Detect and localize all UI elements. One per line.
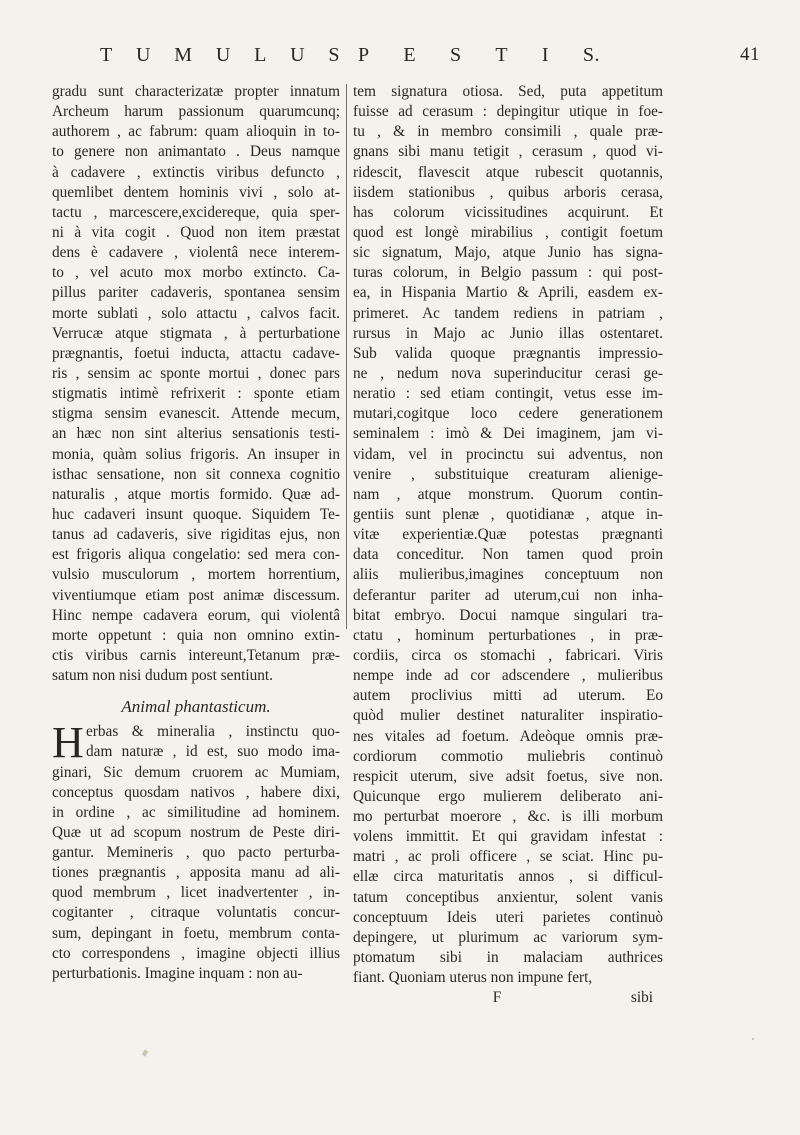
- text-line: tanus ad cadaveris, sive rigiditas ejus, non: [52, 526, 340, 544]
- text-line: tactu , marcescere,excidereque, quia sper-: [52, 203, 340, 221]
- ink-mark: [752, 1038, 754, 1040]
- text-line: matri , ac proli officere , se sciat. Hinc pu-: [353, 848, 663, 866]
- text-line: quòd mulier destinet naturaliter inspiratio-: [353, 707, 663, 725]
- rh-letter: P: [358, 44, 370, 66]
- text-line: erbas & mineralia , instinctu quo-: [86, 723, 340, 741]
- text-line: satum non nisi dudum post sentiunt.: [52, 667, 273, 685]
- catchword: sibi: [630, 989, 653, 1007]
- text-line: Sub valida quoque prægnantis impressio-: [353, 344, 663, 362]
- text-line: sum, depingant in foetu, membrum conta-: [52, 924, 340, 942]
- ink-mark: [142, 1049, 148, 1056]
- text-line: has colorum vicissitudines acquirunt. Et: [353, 203, 663, 221]
- text-line: tiones prægnantis , apposita manu ad ali-: [52, 864, 340, 882]
- text-line: à cadavere , extinctis viribus defuncto ,: [52, 163, 340, 181]
- text-line: ptomatum sibi in malaciam authrices: [353, 949, 663, 967]
- rh-letter: U: [136, 44, 151, 66]
- text-line: quod est longè mirabilius , contigit foetum: [353, 223, 663, 241]
- text-line: to , vel acuto mox morbo extincto. Ca-: [52, 264, 340, 282]
- text-line: iisdem stationibus , quibus arboris cerasa,: [353, 183, 663, 201]
- text-line: naturalis , atque mortis formido. Quæ ad-: [52, 485, 340, 503]
- text-line: ris , sensim ac sponte mortui , donec pars: [52, 364, 340, 382]
- text-line: quemlibet dentem hominis vivi , solo at-: [52, 183, 340, 201]
- running-head-right: [358, 44, 600, 67]
- text-line: nempe inde ad cor adscendere , mulieribus: [353, 667, 663, 685]
- text-line: vitæ experientiæ.Quæ potestas prægnanti: [353, 526, 663, 544]
- text-line: venire , substituique creaturam alienige-: [353, 465, 663, 483]
- signature-mark: F: [492, 989, 502, 1007]
- rh-letter: T: [100, 44, 113, 66]
- text-line: viventiumque etiam post animæ discessum.: [52, 586, 340, 604]
- text-line: Archeum harum passionum quarumcunq;: [52, 103, 340, 121]
- text-line: an hæc non sint alterius sensationis testi-: [52, 425, 340, 443]
- page-number: 41: [740, 44, 760, 65]
- text-line: ridescit, flavescit atque rubescit quotannis,: [353, 163, 663, 181]
- text-line: vidam, vel in procinctu sui adventus, non: [353, 445, 663, 463]
- rh-letter: M: [174, 44, 193, 66]
- rh-letter: U: [290, 44, 306, 66]
- text-line: stigmatis intimè refrixerit : sponte etiam: [52, 385, 340, 403]
- text-line: ginari, Sic demum cruorem ac Mumiam,: [52, 763, 340, 781]
- left-column-text: [52, 82, 340, 686]
- rh-letter: E: [403, 44, 417, 66]
- text-line: mutari,cogitque loco cedere generationem: [353, 405, 663, 423]
- rh-letter: S: [328, 44, 340, 66]
- text-line: tu , & in membro consimili , quale præ-: [353, 123, 663, 141]
- text-line: rursus in Majo ac Junio illas ostentaret.: [353, 324, 663, 342]
- left-column: [52, 82, 340, 984]
- rh-letter: T: [495, 44, 509, 66]
- running-head: [100, 44, 760, 78]
- rh-letter: S: [449, 44, 462, 66]
- text-line: tatum conceptibus anxientur, solent vanis: [353, 888, 663, 906]
- text-line: gnans sibi manu tetigit , cerasum , quod vi-: [353, 143, 663, 161]
- text-line: nes vitales ad foetum. Adeòque omnis præ-: [353, 727, 663, 745]
- text-line: morte oppetunt : quia non omnino extin-: [52, 626, 340, 644]
- text-line: cordiis, circa os stomachi , fabricari. Viris: [353, 646, 663, 664]
- text-line: aliis mulieribus,imagines conceptuum non: [353, 566, 663, 584]
- text-line: Quæ ut ad scopum nostrum de Peste diri-: [52, 823, 340, 841]
- text-line: perturbationis. Imagine inquam : non au-: [52, 964, 303, 982]
- text-line: pillus pariter cadaveris, spontanea sensim: [52, 284, 340, 302]
- text-line: gantur. Memineris , quo pacto perturba-: [52, 844, 340, 862]
- text-line: monia, quàm solius frigoris. An insuper in: [52, 445, 340, 463]
- text-line: gradu sunt characterizatæ propter innatum: [52, 83, 340, 100]
- catchword-line: [353, 988, 663, 1008]
- text-line: nam , atque monstrum. Quorum contin-: [353, 485, 663, 503]
- section-title: Animal phantasticum.: [121, 697, 271, 717]
- column-divider: [346, 84, 347, 629]
- text-line: ne , nedum nova superinducitur cerasi ge-: [353, 364, 663, 382]
- text-line: autem proclivius mitti ad uterum. Eo: [353, 687, 663, 705]
- running-head-left: [100, 44, 340, 67]
- text-line: prægnantis, foetui inducta, attactu cadave-: [52, 344, 340, 362]
- text-line: fiant. Quoniam uterus non impune fert,: [353, 969, 593, 987]
- text-line: to genere non animantato . Deus namque: [52, 143, 340, 161]
- text-line: cordiorum commotio muliebris continuò: [353, 747, 663, 765]
- text-line: bitat embryo. Docui namque singulari tra-: [353, 606, 663, 624]
- text-line: data conceditur. Non tamen quod proin: [353, 546, 663, 564]
- text-line: fuisse ad cerasum : depingitur utique in foe-: [353, 103, 663, 121]
- text-line: ellæ circa maturitatis annos , si difficul-: [353, 868, 663, 886]
- left-column-text-after: [52, 763, 340, 985]
- text-line: turas colorum, in Belgio passum : qui post-: [353, 264, 663, 282]
- text-line: ni à vita cogit . Quod non item præstat: [52, 223, 340, 241]
- text-line: ctatu , hominum perturbationes , in præ-: [353, 626, 663, 644]
- text-line: isthac sensatione, non sit connexa cognitio: [52, 465, 340, 483]
- text-line: dam naturæ , id est, suo modo ima-: [86, 743, 340, 761]
- text-line: in ordine , ac similitudine ad hominem.: [52, 803, 340, 821]
- text-line: morte sublati , solo attactu , calvos facit.: [52, 304, 340, 322]
- text-line: dens è cadavere , violentâ nece interem-: [52, 244, 340, 262]
- dropcap-letter: H: [52, 718, 84, 768]
- text-line: ea, in Hispania Martio & Aprili, easdem ex-: [353, 284, 663, 302]
- text-line: Quicunque ergo mulierem deliberato ani-: [353, 787, 663, 805]
- text-line: Verrucæ atque stigmata , à perturbatione: [52, 324, 340, 342]
- text-line: conceptus quosdam nativos , habere dixi,: [52, 783, 340, 801]
- text-line: mo perturbat moerore , &c. is illi morbum: [353, 808, 663, 826]
- text-line: huc cadaveri insunt quoque. Siquidem Te-: [52, 505, 340, 523]
- text-line: gentiis sunt plenæ , quotidianæ , atque in-: [353, 505, 663, 523]
- text-line: quod membrum , licet inadvertenter , in-: [52, 884, 340, 902]
- text-line: deferantur pariter ad uterum,cui non inha-: [353, 586, 663, 604]
- text-line: ctis viribus carnis intereunt,Tetanum præ-: [52, 646, 340, 664]
- text-line: primeret. Ac tandem rediens in patriam ,: [353, 304, 663, 322]
- text-line: vulsio musculorum , mortem horrentium,: [52, 566, 340, 584]
- rh-letter: U: [215, 44, 231, 66]
- text-line: cto correspondens , imagine objecti illius: [52, 944, 340, 962]
- rh-letter: S.: [582, 44, 600, 66]
- dropcap-paragraph: [52, 718, 340, 768]
- text-line: volens immittit. Et qui gravidam infestat :: [353, 828, 663, 846]
- right-column-text: [353, 82, 663, 988]
- text-line: neratio : sed etiam contingit, vetus esse im-: [353, 385, 663, 403]
- text-line: depingere, ut plurimum ac variorum sym-: [353, 928, 663, 946]
- text-line: est frigoris aliqua congelatio: sed mera con-: [52, 546, 340, 564]
- rh-letter: I: [541, 44, 550, 66]
- text-line: respicit uterum, sive adsit foetus, sive non.: [353, 767, 663, 785]
- text-line: stigma sensim evanescit. Attende mecum,: [52, 405, 340, 423]
- text-line: sic signatum, Majo, atque Junio has signa-: [353, 244, 663, 262]
- rh-letter: L: [254, 44, 267, 66]
- text-line: seminalem : imò & Dei imaginem, jam vi-: [353, 425, 663, 443]
- text-line: tem signatura otiosa. Sed, puta appetitum: [353, 83, 663, 100]
- text-line: conceptuum Ideis uteri parietes continuò: [353, 908, 663, 926]
- text-line: cogitanter , citraque voluntatis concur-: [52, 904, 340, 922]
- text-line: authorem , ac fabrum: quam alioquin in to-: [52, 123, 340, 141]
- text-line: Hinc nempe cadavera eorum, qui violentâ: [52, 606, 340, 624]
- right-column: [353, 82, 663, 1008]
